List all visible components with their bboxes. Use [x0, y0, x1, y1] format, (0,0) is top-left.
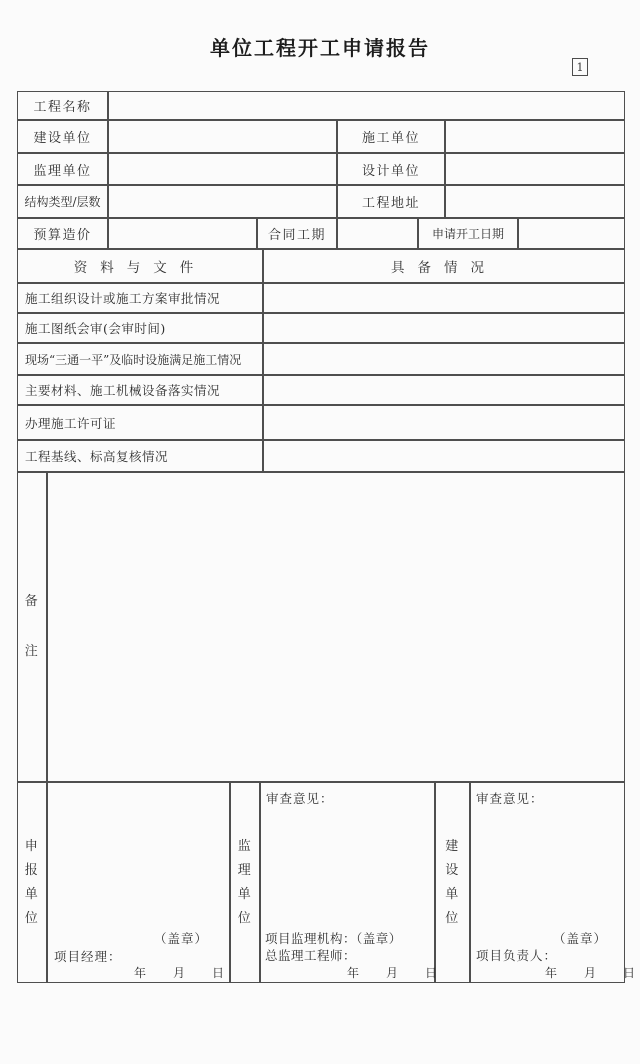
builder-sign-cell [470, 782, 637, 983]
checklist-row-label: 办理施工许可证 [17, 405, 263, 440]
applicant-seal-text: （盖章） [154, 931, 209, 946]
checklist-header-documents: 资料与文件 [17, 249, 263, 283]
budget-cost-label: 预算造价 [17, 218, 108, 249]
project-address-label: 工程地址 [337, 185, 445, 218]
checklist-row-value [263, 440, 625, 472]
builder-date-text: 年 月 日 [545, 966, 637, 980]
budget-cost-value [108, 218, 257, 249]
supervisor-sign-cell [260, 782, 439, 983]
supervisor-chief-text: 总监理工程师： [265, 948, 357, 963]
project-name-value [108, 91, 625, 120]
remark-content [47, 472, 625, 782]
checklist-row-value [263, 405, 625, 440]
page-title: 单位工程开工申请报告 [210, 36, 430, 60]
checklist-row-label: 工程基线、标高复核情况 [17, 440, 263, 472]
builder-opinion-text: 审查意见： [476, 791, 544, 806]
checklist-header-status: 具备情况 [263, 249, 625, 283]
supervision-unit-value [108, 153, 337, 185]
checklist-row-label: 施工组织设计或施工方案审批情况 [17, 283, 263, 313]
checklist-row-value [263, 343, 625, 375]
supervisor-unit-label: 监理单位 [230, 782, 260, 983]
checklist-row-value [263, 283, 625, 313]
supervisor-opinion-text: 审查意见： [266, 791, 334, 806]
contractor-unit-value [445, 120, 625, 153]
checklist-row-label: 现场“三通一平”及临时设施满足施工情况 [17, 343, 263, 375]
structure-type-value [108, 185, 337, 218]
project-address-value [445, 185, 625, 218]
form-table [17, 91, 637, 983]
applicant-unit-label: 申报单位 [17, 782, 47, 983]
supervisor-date-text: 年 月 日 [347, 966, 439, 980]
supervision-unit-label: 监理单位 [17, 153, 108, 185]
planned-start-date-value [518, 218, 625, 249]
checklist-row-label: 施工图纸会审(会审时间) [17, 313, 263, 343]
contractor-unit-label: 施工单位 [337, 120, 445, 153]
contract-duration-label: 合同工期 [257, 218, 337, 249]
checklist-row-value [263, 375, 625, 405]
design-unit-value [445, 153, 625, 185]
design-unit-label: 设计单位 [337, 153, 445, 185]
builder-unit-label: 建设单位 [435, 782, 470, 983]
page-number-badge: 1 [572, 58, 588, 76]
supervisor-org-text: 项目监理机构：（盖章） [265, 931, 402, 946]
builder-seal-text: （盖章） [553, 931, 608, 946]
applicant-manager-text: 项目经理： [54, 949, 122, 964]
applicant-date-text: 年 月 日 [134, 966, 226, 980]
construction-unit-value [108, 120, 337, 153]
planned-start-date-label: 申请开工日期 [418, 218, 518, 249]
remark-label: 备注 [17, 472, 47, 782]
checklist-row-value [263, 313, 625, 343]
checklist-row-label: 主要材料、施工机械设备落实情况 [17, 375, 263, 405]
contract-duration-value [337, 218, 418, 249]
applicant-sign-cell [47, 782, 230, 983]
builder-head-text: 项目负责人： [476, 948, 558, 963]
project-name-label: 工程名称 [17, 91, 108, 120]
construction-unit-label: 建设单位 [17, 120, 108, 153]
structure-type-label: 结构类型/层数 [17, 185, 108, 218]
